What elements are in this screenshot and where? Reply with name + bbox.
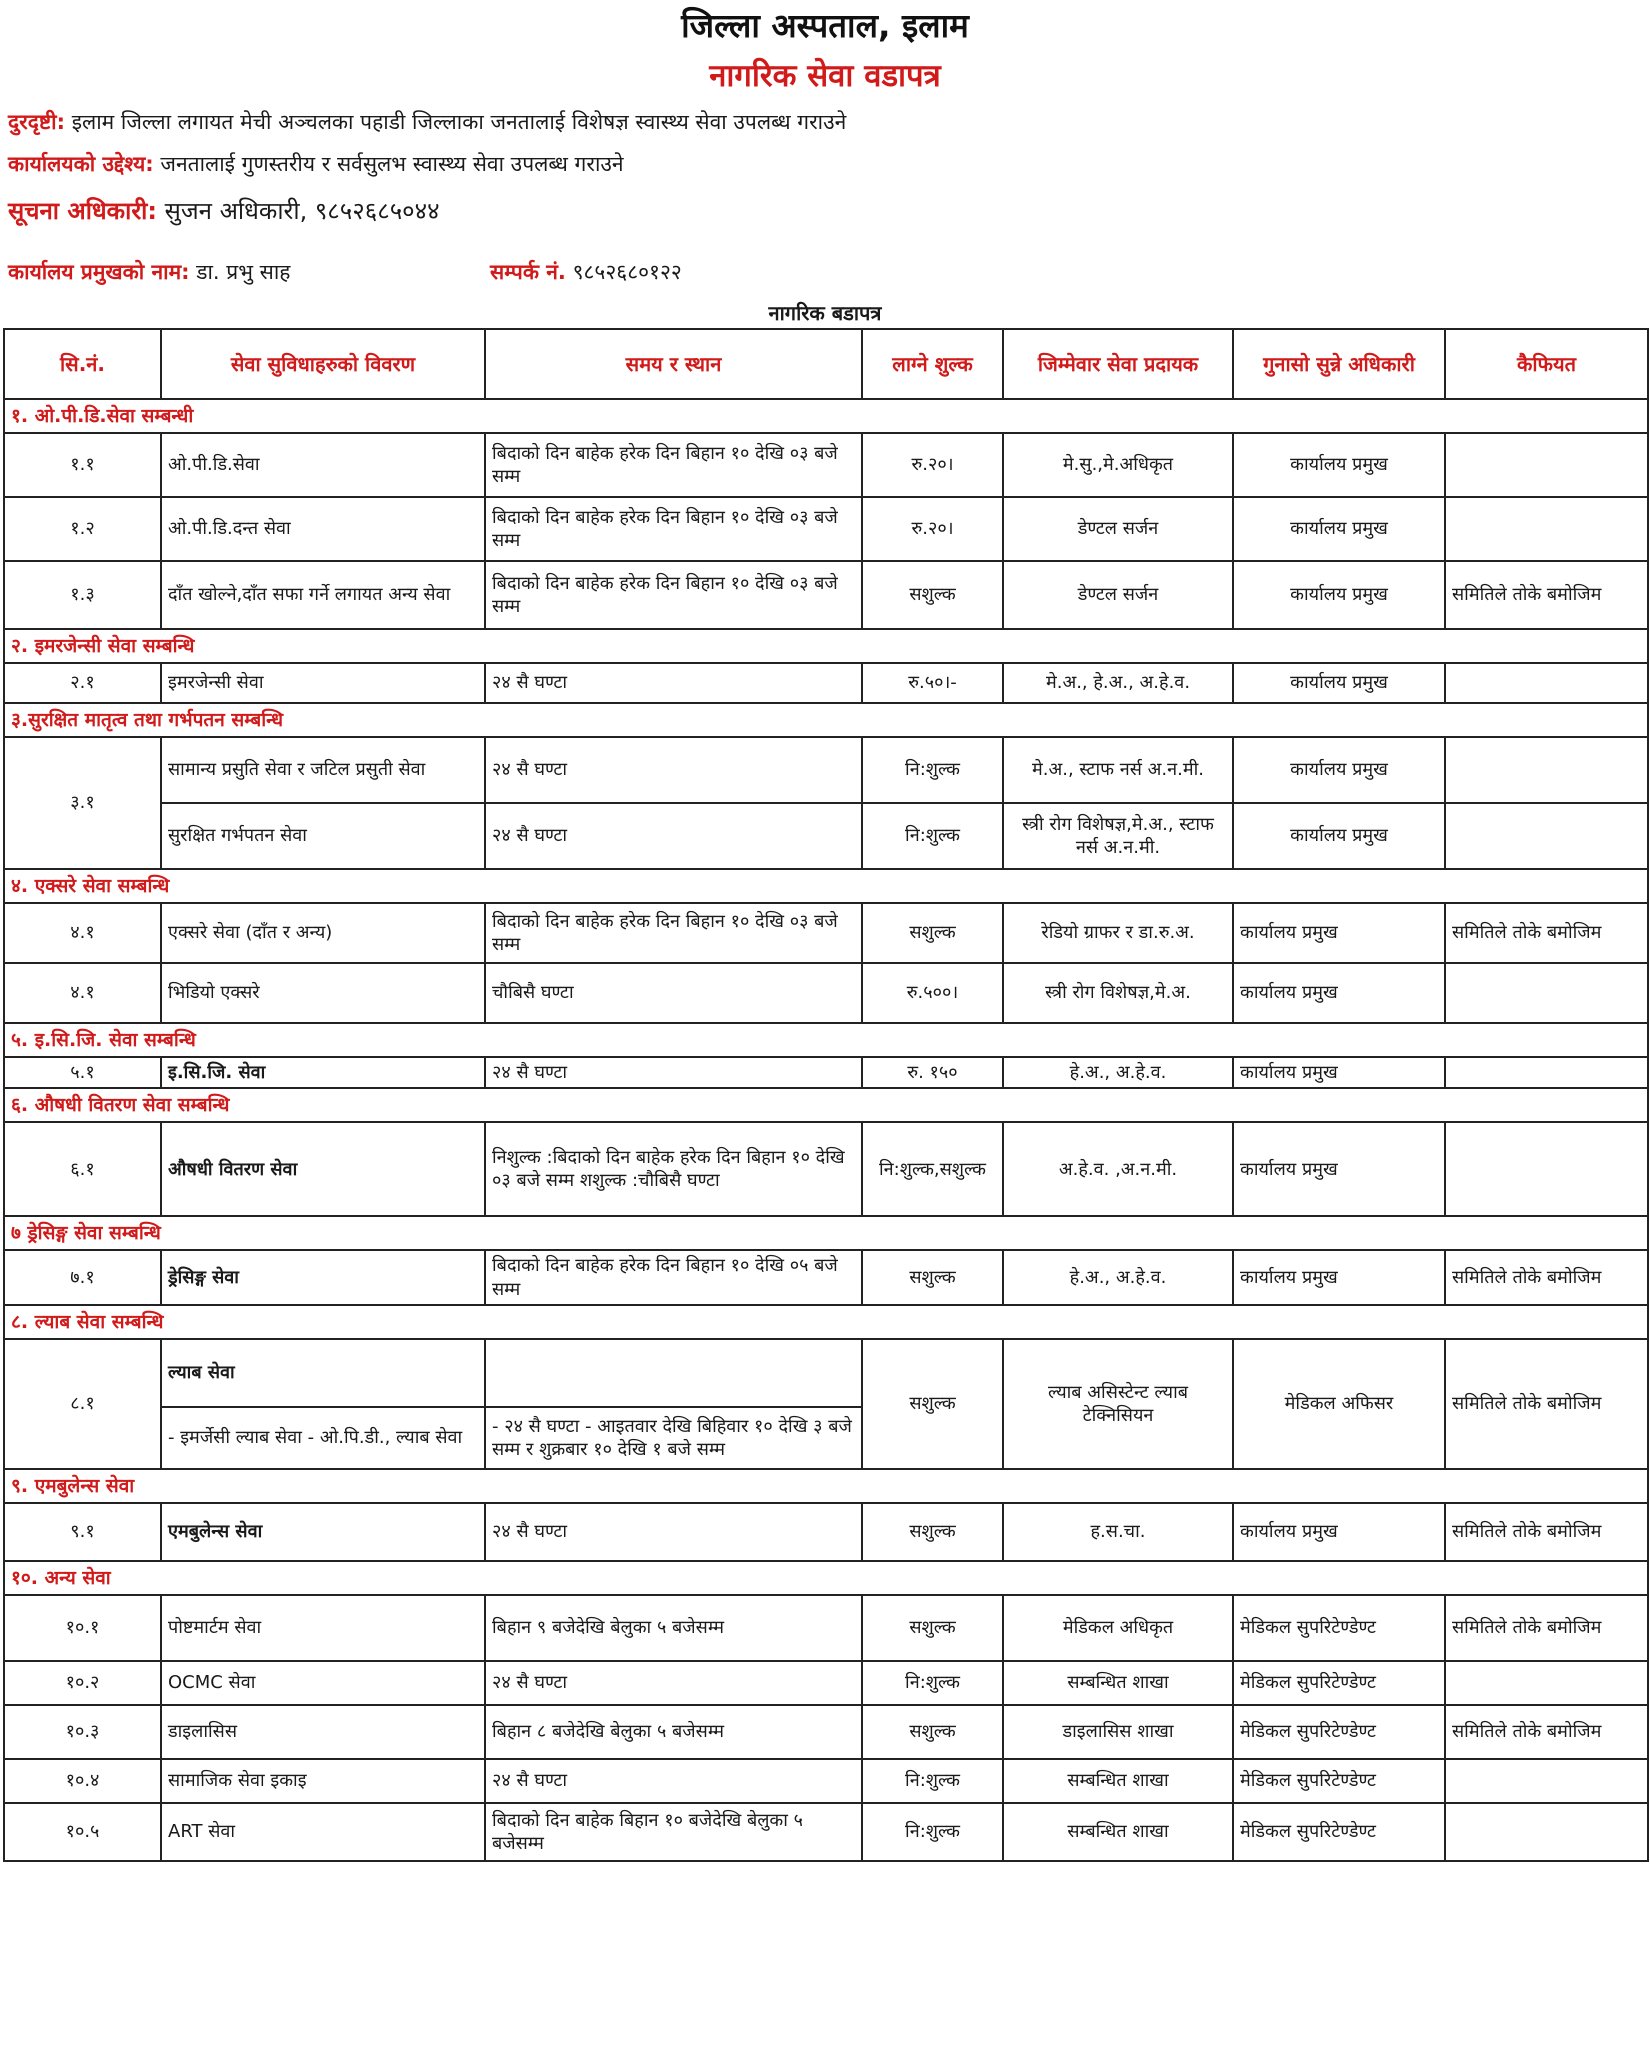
table-row: [4, 803, 1648, 869]
hospital-title: जिल्ला अस्पताल, इलाम: [681, 6, 969, 45]
table-row: [4, 1595, 1648, 1661]
section-row: [4, 1469, 1648, 1503]
fee-cell: नि:शुल्क: [862, 803, 1003, 869]
section-row: [4, 1216, 1648, 1250]
service-cell: इ.सि.जि. सेवा: [161, 1057, 485, 1088]
serial-cell: ४.१: [4, 963, 161, 1023]
provider-cell: मे.अ., हे.अ., अ.हे.व.: [1003, 663, 1233, 703]
time-cell: २४ सै घण्टा: [485, 737, 862, 803]
fee-cell: रु.५०।-: [862, 663, 1003, 703]
service-cell: ओ.पी.डि.सेवा: [161, 433, 485, 497]
info-officer-line: [8, 194, 440, 227]
serial-cell: ७.१: [4, 1250, 161, 1305]
fee-cell: सशुल्क: [862, 1503, 1003, 1561]
serial-cell: ५.१: [4, 1057, 161, 1088]
time-cell: - २४ सै घण्टा - आइतवार देखि बिहिवार १० देखि ३ बजे सम्म र शुक्रबार १० देखि १ बजे सम्म: [485, 1407, 862, 1469]
service-cell: सामान्य प्रसुति सेवा र जटिल प्रसुती सेवा: [161, 737, 485, 803]
header-cell: गुनासो सुन्ने अधिकारी: [1233, 329, 1445, 399]
service-cell: दाँत खोल्ने,दाँत सफा गर्ने लगायत अन्य सेवा: [161, 561, 485, 629]
section-title: ४. एक्सरे सेवा सम्बन्धि: [4, 869, 1648, 903]
provider-cell: डाइलासिस शाखा: [1003, 1705, 1233, 1759]
time-cell: बिहान ८ बजेदेखि बेलुका ५ बजेसम्म: [485, 1705, 862, 1759]
service-cell: ART सेवा: [161, 1803, 485, 1861]
provider-cell: मेडिकल अधिकृत: [1003, 1595, 1233, 1661]
officer-cell: कार्यालय प्रमुख: [1233, 663, 1445, 703]
service-cell: औषधी वितरण सेवा: [161, 1122, 485, 1216]
provider-cell: हे.अ., अ.हे.व.: [1003, 1057, 1233, 1088]
section-title: २. इमरजेन्सी सेवा सम्बन्धि: [4, 629, 1648, 663]
section-row: [4, 629, 1648, 663]
serial-cell: २.१: [4, 663, 161, 703]
provider-cell: मे.सु.,मे.अधिकृत: [1003, 433, 1233, 497]
serial-cell: १०.२: [4, 1661, 161, 1705]
remarks-cell: [1445, 1057, 1648, 1088]
table-row: [4, 737, 1648, 803]
section-row: [4, 399, 1648, 433]
provider-cell: स्त्री रोग विशेषज्ञ,मे.अ.: [1003, 963, 1233, 1023]
header-cell: समय र स्थान: [485, 329, 862, 399]
officer-cell: कार्यालय प्रमुख: [1233, 963, 1445, 1023]
section-row: [4, 703, 1648, 737]
officer-cell: मेडिकल अफिसर: [1233, 1339, 1445, 1469]
officer-cell: कार्यालय प्रमुख: [1233, 1057, 1445, 1088]
service-cell: पोष्टमार्टम सेवा: [161, 1595, 485, 1661]
contact-text: ९८५२६८०१२२: [572, 260, 682, 284]
section-title: ९. एमबुलेन्स सेवा: [4, 1469, 1648, 1503]
time-cell: २४ सै घण्टा: [485, 1661, 862, 1705]
serial-cell: १.२: [4, 497, 161, 561]
officer-cell: मेडिकल सुपरिटेण्डेण्ट: [1233, 1759, 1445, 1803]
time-cell: बिदाको दिन बाहेक हरेक दिन बिहान १० देखि ०३ बजे सम्म: [485, 433, 862, 497]
vision-label: दुरदृष्टी:: [8, 110, 65, 134]
time-cell: [485, 1339, 862, 1407]
provider-cell: सम्बन्धित शाखा: [1003, 1759, 1233, 1803]
officer-cell: मेडिकल सुपरिटेण्डेण्ट: [1233, 1595, 1445, 1661]
service-cell: डाइलासिस: [161, 1705, 485, 1759]
section-row: [4, 1561, 1648, 1595]
remarks-cell: समितिले तोके बमोजिम: [1445, 561, 1648, 629]
officer-cell: मेडिकल सुपरिटेण्डेण्ट: [1233, 1661, 1445, 1705]
officer-cell: कार्यालय प्रमुख: [1233, 1503, 1445, 1561]
provider-cell: स्त्री रोग विशेषज्ञ,मे.अ., स्टाफ नर्स अ.न.मी.: [1003, 803, 1233, 869]
remarks-cell: [1445, 803, 1648, 869]
section-row: [4, 1088, 1648, 1122]
section-title: ८. ल्याब सेवा सम्बन्धि: [4, 1305, 1648, 1339]
serial-cell: १०.१: [4, 1595, 161, 1661]
provider-cell: रेडियो ग्राफर र डा.रु.अ.: [1003, 903, 1233, 963]
service-cell: ल्याब सेवा: [161, 1339, 485, 1407]
section-row: [4, 1305, 1648, 1339]
officer-cell: कार्यालय प्रमुख: [1233, 561, 1445, 629]
section-title: १०. अन्य सेवा: [4, 1561, 1648, 1595]
info-officer-text: सुजन अधिकारी, ९८५२६८५०४४: [164, 197, 440, 225]
table-row: [4, 663, 1648, 703]
officer-cell: कार्यालय प्रमुख: [1233, 1250, 1445, 1305]
serial-cell: ९.१: [4, 1503, 161, 1561]
objective-text: जनतालाई गुणस्तरीय र सर्वसुलभ स्वास्थ्य सेवा उपलब्ध गराउने: [160, 152, 624, 176]
table-row: [4, 1057, 1648, 1088]
officer-cell: कार्यालय प्रमुख: [1233, 433, 1445, 497]
fee-cell: नि:शुल्क: [862, 1803, 1003, 1861]
officer-cell: मेडिकल सुपरिटेण्डेण्ट: [1233, 1803, 1445, 1861]
section-row: [4, 1023, 1648, 1057]
table-row: [4, 1705, 1648, 1759]
provider-cell: सम्बन्धित शाखा: [1003, 1803, 1233, 1861]
time-cell: २४ सै घण्टा: [485, 1503, 862, 1561]
contact-line: [490, 258, 682, 286]
fee-cell: सशुल्क: [862, 1595, 1003, 1661]
header-row: [4, 329, 1648, 399]
provider-cell: ल्याब असिस्टेन्ट ल्याब टेक्निसियन: [1003, 1339, 1233, 1469]
remarks-cell: [1445, 963, 1648, 1023]
table-row: [4, 963, 1648, 1023]
table-row: [4, 1339, 1648, 1407]
remarks-cell: [1445, 1661, 1648, 1705]
table-row: [4, 1661, 1648, 1705]
header-cell: लाग्ने शुल्क: [862, 329, 1003, 399]
remarks-cell: [1445, 497, 1648, 561]
time-cell: निशुल्क :बिदाको दिन बाहेक हरेक दिन बिहान १० देखि ०३ बजे सम्म शशुल्क :चौबिसै घण्टा: [485, 1122, 862, 1216]
service-cell: एक्सरे सेवा (दाँत र अन्य): [161, 903, 485, 963]
header-cell: जिम्मेवार सेवा प्रदायक: [1003, 329, 1233, 399]
header-cell: कैफियत: [1445, 329, 1648, 399]
info-officer-label: सूचना अधिकारी:: [8, 197, 157, 225]
table-row: [4, 1250, 1648, 1305]
objective-label: कार्यालयको उद्देश्य:: [8, 152, 154, 176]
fee-cell: रु.५००।: [862, 963, 1003, 1023]
header-cell: सेवा सुविधाहरुको विवरण: [161, 329, 485, 399]
serial-cell: ६.१: [4, 1122, 161, 1216]
service-cell: OCMC सेवा: [161, 1661, 485, 1705]
table-row: [4, 433, 1648, 497]
remarks-cell: समितिले तोके बमोजिम: [1445, 1503, 1648, 1561]
fee-cell: नि:शुल्क: [862, 737, 1003, 803]
service-cell: इमरजेन्सी सेवा: [161, 663, 485, 703]
serial-cell: १.१: [4, 433, 161, 497]
header-cell: सि.नं.: [4, 329, 161, 399]
officer-cell: कार्यालय प्रमुख: [1233, 737, 1445, 803]
time-cell: २४ सै घण्टा: [485, 1057, 862, 1088]
fee-cell: रु. १५०: [862, 1057, 1003, 1088]
time-cell: २४ सै घण्टा: [485, 1759, 862, 1803]
provider-cell: डेण्टल सर्जन: [1003, 497, 1233, 561]
time-cell: बिदाको दिन बाहेक हरेक दिन बिहान १० देखि ०३ बजे सम्म: [485, 561, 862, 629]
fee-cell: नि:शुल्क: [862, 1661, 1003, 1705]
section-title: ५. इ.सि.जि. सेवा सम्बन्धि: [4, 1023, 1648, 1057]
table-row: [4, 497, 1648, 561]
section-row: [4, 869, 1648, 903]
remarks-cell: समितिले तोके बमोजिम: [1445, 903, 1648, 963]
service-cell: भिडियो एक्सरे: [161, 963, 485, 1023]
serial-cell: १.३: [4, 561, 161, 629]
fee-cell: रु.२०।: [862, 433, 1003, 497]
remarks-cell: [1445, 663, 1648, 703]
charter-table: [3, 328, 1649, 1862]
officer-cell: कार्यालय प्रमुख: [1233, 497, 1445, 561]
service-cell: सुरक्षित गर्भपतन सेवा: [161, 803, 485, 869]
time-cell: बिदाको दिन बाहेक हरेक दिन बिहान १० देखि ०३ बजे सम्म: [485, 903, 862, 963]
remarks-cell: समितिले तोके बमोजिम: [1445, 1339, 1648, 1469]
remarks-cell: [1445, 1122, 1648, 1216]
provider-cell: ह.स.चा.: [1003, 1503, 1233, 1561]
table-row: [4, 1122, 1648, 1216]
table-row: [4, 561, 1648, 629]
remarks-cell: [1445, 433, 1648, 497]
serial-cell: ३.१: [4, 737, 161, 869]
fee-cell: सशुल्क: [862, 1705, 1003, 1759]
service-cell: सामाजिक सेवा इकाइ: [161, 1759, 485, 1803]
fee-cell: रु.२०।: [862, 497, 1003, 561]
chief-line: [8, 258, 290, 286]
provider-cell: मे.अ., स्टाफ नर्स अ.न.मी.: [1003, 737, 1233, 803]
serial-cell: १०.३: [4, 1705, 161, 1759]
remarks-cell: समितिले तोके बमोजिम: [1445, 1595, 1648, 1661]
service-cell: ओ.पी.डि.दन्त सेवा: [161, 497, 485, 561]
time-cell: बिहान ९ बजेदेखि बेलुका ५ बजेसम्म: [485, 1595, 862, 1661]
section-title: ६. औषधी वितरण सेवा सम्बन्धि: [4, 1088, 1648, 1122]
fee-cell: नि:शुल्क: [862, 1759, 1003, 1803]
table-row: [4, 1759, 1648, 1803]
table-row: [4, 903, 1648, 963]
fee-cell: सशुल्क: [862, 561, 1003, 629]
remarks-cell: [1445, 737, 1648, 803]
fee-cell: सशुल्क: [862, 1339, 1003, 1469]
service-cell: - इमर्जेसी ल्याब सेवा - ओ.पि.डी., ल्याब सेवा: [161, 1407, 485, 1469]
fee-cell: सशुल्क: [862, 903, 1003, 963]
contact-label: सम्पर्क नं.: [490, 260, 566, 284]
serial-cell: १०.४: [4, 1759, 161, 1803]
service-cell: एमबुलेन्स सेवा: [161, 1503, 485, 1561]
charter-subtitle: नागरिक सेवा वडापत्र: [709, 58, 941, 94]
provider-cell: डेण्टल सर्जन: [1003, 561, 1233, 629]
time-cell: बिदाको दिन बाहेक बिहान १० बजेदेखि बेलुका ५ बजेसम्म: [485, 1803, 862, 1861]
officer-cell: मेडिकल सुपरिटेण्डेण्ट: [1233, 1705, 1445, 1759]
vision-text: इलाम जिल्ला लगायत मेची अञ्चलका पहाडी जिल्लाका जनतालाई विशेषज्ञ स्वास्थ्य सेवा उपलब्ध गराउने: [71, 110, 847, 134]
chief-label: कार्यालय प्रमुखको नाम:: [8, 260, 190, 284]
serial-cell: ८.१: [4, 1339, 161, 1469]
provider-cell: हे.अ., अ.हे.व.: [1003, 1250, 1233, 1305]
time-cell: बिदाको दिन बाहेक हरेक दिन बिहान १० देखि ०३ बजे सम्म: [485, 497, 862, 561]
serial-cell: ४.१: [4, 903, 161, 963]
table-row: [4, 1803, 1648, 1861]
time-cell: चौबिसै घण्टा: [485, 963, 862, 1023]
time-cell: २४ सै घण्टा: [485, 663, 862, 703]
time-cell: २४ सै घण्टा: [485, 803, 862, 869]
section-title: ७ ड्रेसिङ्ग सेवा सम्बन्धि: [4, 1216, 1648, 1250]
fee-cell: सशुल्क: [862, 1250, 1003, 1305]
vision-line: [8, 108, 846, 136]
remarks-cell: [1445, 1759, 1648, 1803]
time-cell: बिदाको दिन बाहेक हरेक दिन बिहान १० देखि ०५ बजे सम्म: [485, 1250, 862, 1305]
table-caption: नागरिक बडापत्र: [768, 301, 882, 325]
objective-line: [8, 150, 624, 178]
officer-cell: कार्यालय प्रमुख: [1233, 903, 1445, 963]
chief-text: डा. प्रभु साह: [196, 260, 291, 284]
section-title: १. ओ.पी.डि.सेवा सम्बन्धी: [4, 399, 1648, 433]
remarks-cell: [1445, 1803, 1648, 1861]
provider-cell: अ.हे.व. ,अ.न.मी.: [1003, 1122, 1233, 1216]
remarks-cell: समितिले तोके बमोजिम: [1445, 1250, 1648, 1305]
section-title: ३.सुरक्षित मातृत्व तथा गर्भपतन सम्बन्धि: [4, 703, 1648, 737]
serial-cell: १०.५: [4, 1803, 161, 1861]
officer-cell: कार्यालय प्रमुख: [1233, 1122, 1445, 1216]
fee-cell: नि:शुल्क,सशुल्क: [862, 1122, 1003, 1216]
table-row: [4, 1503, 1648, 1561]
officer-cell: कार्यालय प्रमुख: [1233, 803, 1445, 869]
service-cell: ड्रेसिङ्ग सेवा: [161, 1250, 485, 1305]
provider-cell: सम्बन्धित शाखा: [1003, 1661, 1233, 1705]
remarks-cell: समितिले तोके बमोजिम: [1445, 1705, 1648, 1759]
